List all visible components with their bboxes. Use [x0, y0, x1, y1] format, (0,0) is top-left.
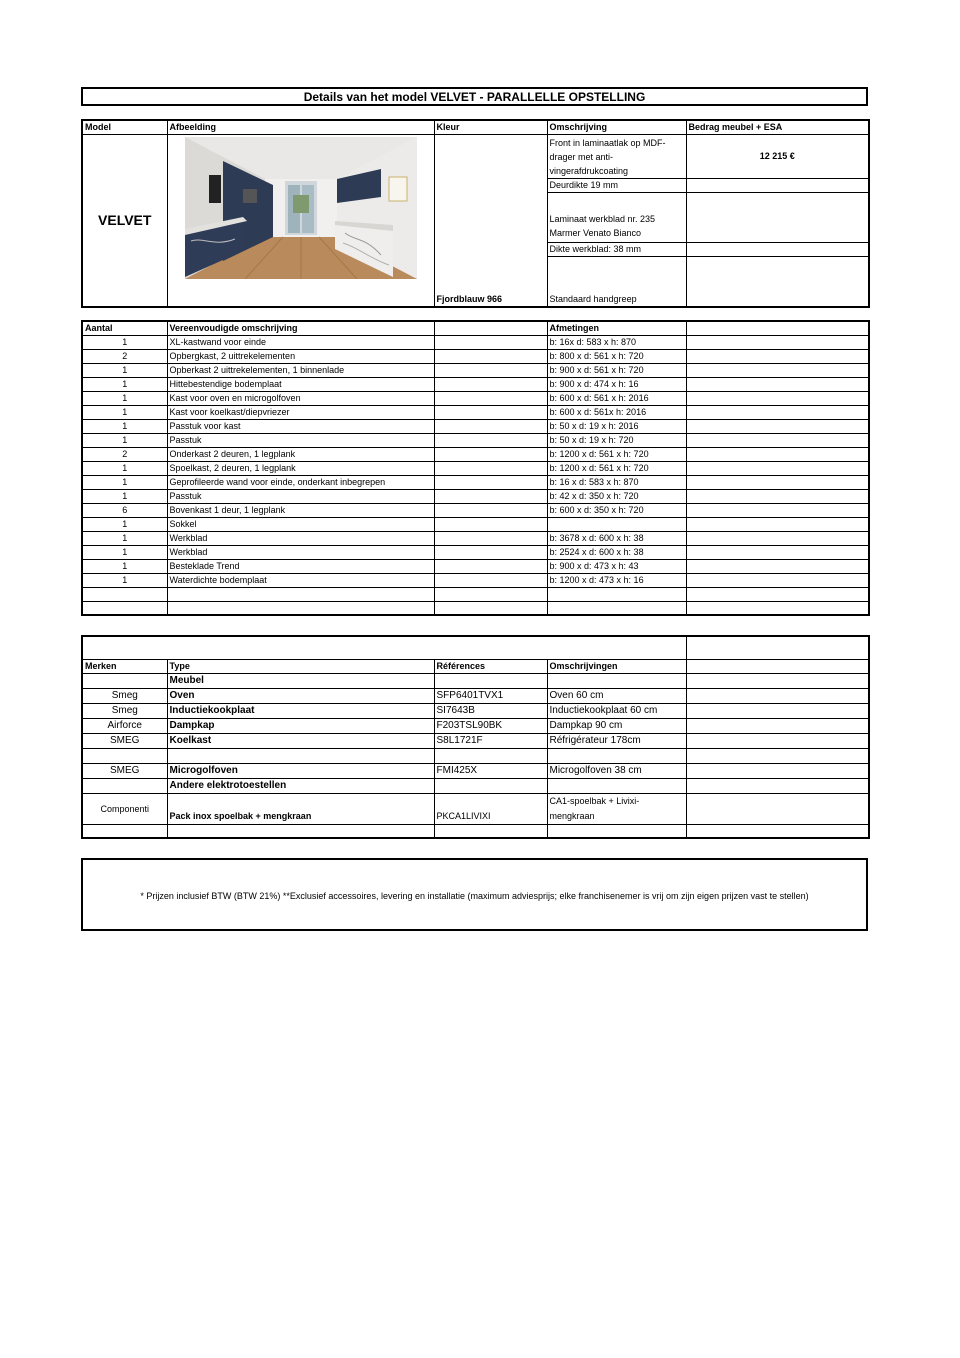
kitchen-image	[185, 137, 417, 279]
col-header-model: Model	[82, 120, 167, 134]
description-worktop: Laminaat werkblad nr. 235 Marmer Venato Bianco	[547, 192, 686, 242]
empty-cell	[686, 447, 869, 461]
item-description: Besteklade Trend	[167, 559, 434, 573]
col-header-brand: Merken	[82, 659, 167, 673]
model-table	[81, 119, 870, 308]
table-row	[82, 349, 869, 363]
table-row	[82, 447, 869, 461]
empty-cell	[167, 601, 434, 615]
item-description: Opberkast 2 uittrekelementen, 1 binnenlade	[167, 363, 434, 377]
item-dimensions: b: 3678 x d: 600 x h: 38	[547, 531, 686, 545]
table-row	[82, 461, 869, 475]
empty-cell	[434, 475, 547, 489]
appliance-description: Dampkap 90 cm	[547, 718, 686, 733]
item-description: XL-kastwand voor einde	[167, 335, 434, 349]
item-description: Spoelkast, 2 deuren, 1 legplank	[167, 461, 434, 475]
item-description: Kast voor oven en microgolfoven	[167, 391, 434, 405]
col-header-empty	[686, 321, 869, 335]
price-cell-empty	[686, 242, 869, 256]
col-header-reference: Références	[434, 659, 547, 673]
brand-name: SMEG	[82, 763, 167, 778]
table-row	[82, 778, 869, 793]
empty-cell	[686, 517, 869, 531]
empty-cell	[167, 824, 434, 838]
brand-name: Smeg	[82, 688, 167, 703]
item-dimensions: b: 16x d: 583 x h: 870	[547, 335, 686, 349]
brand-name: Smeg	[82, 703, 167, 718]
col-header-empty	[434, 321, 547, 335]
empty-cell	[686, 573, 869, 587]
appliance-type	[167, 748, 434, 763]
price-cell-empty	[686, 256, 869, 307]
brands-table	[81, 635, 870, 839]
table-row	[82, 703, 869, 718]
empty-cell	[434, 531, 547, 545]
appliance-reference	[434, 778, 547, 793]
description-handle: Standaard handgreep	[547, 256, 686, 307]
image-cell	[167, 134, 434, 307]
empty-cell	[686, 587, 869, 601]
item-dimensions: b: 1200 x d: 561 x h: 720	[547, 447, 686, 461]
col-header-simple-description: Vereenvoudigde omschrijving	[167, 321, 434, 335]
appliance-type: Microgolfoven	[167, 763, 434, 778]
item-quantity: 1	[82, 363, 167, 377]
empty-cell	[686, 531, 869, 545]
col-header-image: Afbeelding	[167, 120, 434, 134]
item-description: Passtuk	[167, 433, 434, 447]
empty-cell	[434, 573, 547, 587]
empty-cell	[686, 489, 869, 503]
item-description: Sokkel	[167, 517, 434, 531]
appliance-reference	[434, 673, 547, 688]
empty-cell	[82, 824, 167, 838]
empty-cell	[434, 335, 547, 349]
brand-name	[82, 778, 167, 793]
appliance-type: Andere elektrotoestellen	[167, 778, 434, 793]
item-dimensions: b: 900 x d: 561 x h: 720	[547, 363, 686, 377]
item-dimensions: b: 1200 x d: 473 x h: 16	[547, 573, 686, 587]
table-row	[82, 503, 869, 517]
item-dimensions: b: 800 x d: 561 x h: 720	[547, 349, 686, 363]
empty-cell	[686, 545, 869, 559]
table-row	[82, 748, 869, 763]
item-quantity: 1	[82, 405, 167, 419]
table-row	[82, 489, 869, 503]
item-dimensions: b: 50 x d: 19 x h: 720	[547, 433, 686, 447]
empty-cell	[686, 733, 869, 748]
appliance-description: Réfrigérateur 178cm	[547, 733, 686, 748]
brand-name	[82, 748, 167, 763]
empty-cell	[434, 824, 547, 838]
desc-componenti: CA1-spoelbak + Livixi-mengkraan	[547, 793, 686, 824]
empty-cell	[167, 587, 434, 601]
page-title: Details van het model VELVET - PARALLELLE OPSTELLING	[81, 87, 868, 106]
empty-cell	[686, 475, 869, 489]
item-quantity: 1	[82, 335, 167, 349]
empty-cell	[434, 461, 547, 475]
item-description: Bovenkast 1 deur, 1 legplank	[167, 503, 434, 517]
model-name: VELVET	[82, 134, 167, 307]
empty-cell	[686, 718, 869, 733]
table-row	[82, 363, 869, 377]
item-dimensions: b: 600 x d: 350 x h: 720	[547, 503, 686, 517]
item-quantity: 1	[82, 531, 167, 545]
empty-cell	[686, 391, 869, 405]
empty-cell	[547, 824, 686, 838]
item-quantity: 1	[82, 489, 167, 503]
col-header-color: Kleur	[434, 120, 547, 134]
appliance-reference	[434, 748, 547, 763]
brand-name: SMEG	[82, 733, 167, 748]
item-dimensions: b: 1200 x d: 561 x h: 720	[547, 461, 686, 475]
empty-cell	[434, 545, 547, 559]
empty-cell	[434, 433, 547, 447]
col-header-type: Type	[167, 659, 434, 673]
appliance-reference: FMI425X	[434, 763, 547, 778]
item-dimensions: b: 600 x d: 561 x h: 2016	[547, 391, 686, 405]
item-dimensions: b: 900 x d: 474 x h: 16	[547, 377, 686, 391]
empty-cell	[686, 559, 869, 573]
empty-cell	[434, 489, 547, 503]
table-row	[82, 419, 869, 433]
empty-cell	[686, 405, 869, 419]
item-quantity: 1	[82, 377, 167, 391]
brands-title-row	[82, 636, 686, 659]
table-row	[82, 688, 869, 703]
col-header-dimensions: Afmetingen	[547, 321, 686, 335]
appliance-description	[547, 673, 686, 688]
item-quantity: 1	[82, 419, 167, 433]
item-dimensions: b: 2524 x d: 600 x h: 38	[547, 545, 686, 559]
empty-cell	[686, 636, 869, 659]
items-table	[81, 320, 870, 616]
col-header-quantity: Aantal	[82, 321, 167, 335]
appliance-description: Oven 60 cm	[547, 688, 686, 703]
table-row	[82, 405, 869, 419]
empty-cell	[434, 447, 547, 461]
table-row	[82, 391, 869, 405]
empty-cell	[434, 503, 547, 517]
col-header-description: Omschrijving	[547, 120, 686, 134]
appliance-type: Meubel	[167, 673, 434, 688]
appliance-reference: F203TSL90BK	[434, 718, 547, 733]
appliance-description	[547, 778, 686, 793]
item-description: Onderkast 2 deuren, 1 legplank	[167, 447, 434, 461]
empty-cell	[686, 673, 869, 688]
appliance-type: Inductiekookplaat	[167, 703, 434, 718]
brand-name	[82, 673, 167, 688]
item-quantity: 1	[82, 573, 167, 587]
empty-cell	[686, 793, 869, 824]
table-row	[82, 517, 869, 531]
item-quantity: 1	[82, 461, 167, 475]
table-row	[82, 763, 869, 778]
item-dimensions: b: 42 x d: 350 x h: 720	[547, 489, 686, 503]
item-quantity: 1	[82, 517, 167, 531]
empty-cell	[686, 778, 869, 793]
appliance-type: Dampkap	[167, 718, 434, 733]
item-quantity: 1	[82, 433, 167, 447]
item-description: Geprofileerde wand voor einde, onderkant inbegrepen	[167, 475, 434, 489]
empty-cell	[434, 517, 547, 531]
item-description: Opbergkast, 2 uittrekelementen	[167, 349, 434, 363]
appliance-type: Koelkast	[167, 733, 434, 748]
table-row	[82, 335, 869, 349]
color-value: Fjordblauw 966	[434, 134, 547, 307]
price-cell-empty	[686, 192, 869, 242]
appliance-reference: S8L1721F	[434, 733, 547, 748]
item-dimensions: b: 50 x d: 19 x h: 2016	[547, 419, 686, 433]
empty-cell	[686, 748, 869, 763]
item-dimensions: b: 600 x d: 561x h: 2016	[547, 405, 686, 419]
table-row	[82, 673, 869, 688]
empty-cell	[686, 363, 869, 377]
appliance-description: Microgolfoven 38 cm	[547, 763, 686, 778]
empty-cell	[82, 587, 167, 601]
item-description: Werkblad	[167, 531, 434, 545]
empty-cell	[434, 601, 547, 615]
item-description: Hittebestendige bodemplaat	[167, 377, 434, 391]
empty-cell	[686, 433, 869, 447]
empty-cell	[686, 419, 869, 433]
item-quantity: 2	[82, 349, 167, 363]
empty-cell	[434, 587, 547, 601]
table-row	[82, 733, 869, 748]
empty-cell	[686, 503, 869, 517]
table-row	[82, 377, 869, 391]
appliance-description: Inductiekookplaat 60 cm	[547, 703, 686, 718]
empty-cell	[686, 461, 869, 475]
item-quantity: 1	[82, 559, 167, 573]
table-row	[82, 531, 869, 545]
description-worktop-thickness: Dikte werkblad: 38 mm	[547, 242, 686, 256]
col-header-descriptions: Omschrijvingen	[547, 659, 686, 673]
appliance-type: Oven	[167, 688, 434, 703]
item-dimensions	[547, 517, 686, 531]
empty-cell	[434, 363, 547, 377]
item-quantity: 1	[82, 391, 167, 405]
item-description: Passtuk	[167, 489, 434, 503]
price-cell-empty	[686, 178, 869, 192]
empty-cell	[434, 377, 547, 391]
empty-cell	[686, 335, 869, 349]
empty-cell	[686, 824, 869, 838]
empty-cell	[686, 763, 869, 778]
brand-name: Airforce	[82, 718, 167, 733]
table-row	[82, 718, 869, 733]
description-door-thickness: Deurdikte 19 mm	[547, 178, 686, 192]
item-description: Kast voor koelkast/diepvriezer	[167, 405, 434, 419]
empty-cell	[686, 377, 869, 391]
empty-cell	[434, 405, 547, 419]
empty-cell	[686, 349, 869, 363]
item-dimensions: b: 16 x d: 583 x h: 870	[547, 475, 686, 489]
table-row	[82, 559, 869, 573]
empty-cell	[434, 419, 547, 433]
appliance-description	[547, 748, 686, 763]
item-dimensions: b: 900 x d: 473 x h: 43	[547, 559, 686, 573]
price-value: 12 215 €	[686, 134, 869, 178]
empty-cell	[547, 587, 686, 601]
empty-cell	[547, 601, 686, 615]
brand-componenti: Componenti	[82, 793, 167, 824]
appliance-reference: SI7643B	[434, 703, 547, 718]
empty-cell	[686, 703, 869, 718]
empty-cell	[686, 688, 869, 703]
item-description: Passtuk voor kast	[167, 419, 434, 433]
table-row	[82, 545, 869, 559]
empty-cell	[82, 601, 167, 615]
table-row	[82, 433, 869, 447]
type-componenti: Pack inox spoelbak + mengkraan	[167, 793, 434, 824]
item-description: Werkblad	[167, 545, 434, 559]
appliance-reference: SFP6401TVX1	[434, 688, 547, 703]
col-header-empty	[686, 659, 869, 673]
table-row	[82, 475, 869, 489]
empty-cell	[434, 559, 547, 573]
item-quantity: 2	[82, 447, 167, 461]
table-row	[82, 573, 869, 587]
item-description: Waterdichte bodemplaat	[167, 573, 434, 587]
footnote: * Prijzen inclusief BTW (BTW 21%) **Exclusief accessoires, levering en installatie (maximum adviesprijs; elke franchisenemer is vrij om zijn eigen prijzen vast te stellen)	[81, 858, 868, 931]
empty-cell	[434, 349, 547, 363]
description-front: Front in laminaatlak op MDF-drager met anti-vingerafdrukcoating	[547, 134, 686, 178]
item-quantity: 1	[82, 475, 167, 489]
empty-cell	[434, 391, 547, 405]
empty-cell	[686, 601, 869, 615]
ref-componenti: PKCA1LIVIXI	[434, 793, 547, 824]
item-quantity: 6	[82, 503, 167, 517]
item-quantity: 1	[82, 545, 167, 559]
col-header-price: Bedrag meubel + ESA	[686, 120, 869, 134]
